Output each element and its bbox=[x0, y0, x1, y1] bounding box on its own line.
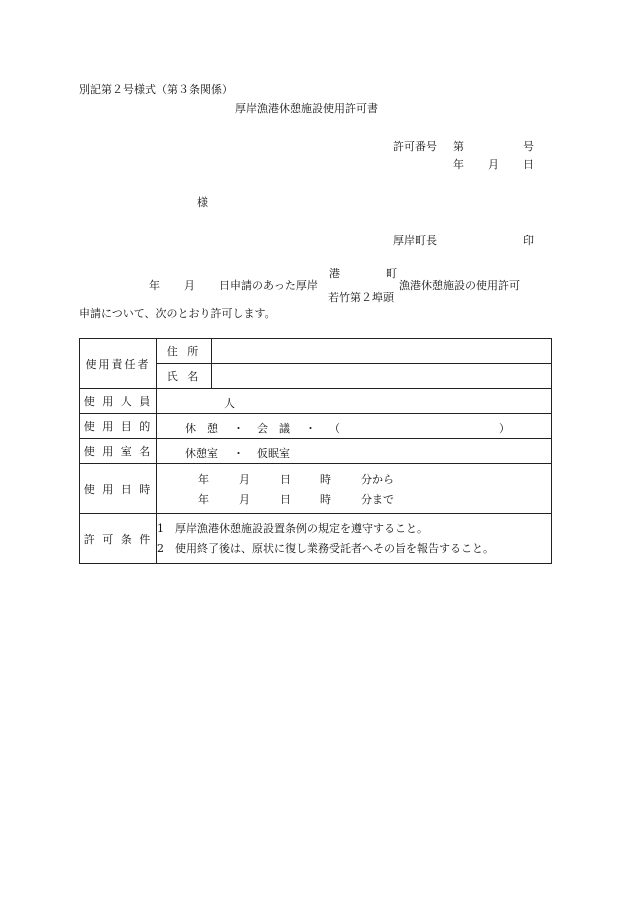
name-label: 氏 名 bbox=[157, 364, 212, 389]
permit-number-suffix: 号 bbox=[523, 140, 534, 153]
end-year: 年 bbox=[198, 493, 209, 506]
purpose-field[interactable] bbox=[157, 414, 552, 439]
permit-details-table bbox=[79, 338, 552, 564]
name-field[interactable] bbox=[212, 364, 552, 389]
issue-date-day: 日 bbox=[523, 158, 534, 171]
room-option-nap[interactable]: 仮眠室 bbox=[257, 447, 290, 460]
room-label: 使 用 室 名 bbox=[80, 439, 157, 464]
datetime-label: 使 用 日 時 bbox=[80, 464, 157, 514]
purpose-label: 使 用 目 的 bbox=[80, 414, 157, 439]
application-year: 年 bbox=[149, 279, 160, 292]
condition-item: 2 使用終了後は、原状に復し業務受託者へその旨を報告すること。 bbox=[157, 541, 494, 555]
end-month: 月 bbox=[239, 493, 250, 506]
address-field[interactable] bbox=[212, 339, 552, 364]
responsible-person-label: 使用責任者 bbox=[80, 339, 157, 389]
conditions-field bbox=[157, 514, 552, 564]
conditions-label: 許 可 条 件 bbox=[80, 514, 157, 564]
purpose-option-meeting[interactable]: 会 議 bbox=[257, 422, 290, 435]
permit-number-label: 許可番号 bbox=[393, 140, 437, 153]
datetime-field[interactable] bbox=[157, 464, 552, 514]
purpose-separator: ・ bbox=[305, 422, 316, 435]
form-reference: 別記第２号様式（第３条関係） bbox=[79, 83, 233, 96]
start-day: 日 bbox=[280, 473, 291, 486]
address-label: 住 所 bbox=[157, 339, 212, 364]
purpose-other-close: ） bbox=[499, 422, 510, 435]
table-row bbox=[80, 439, 552, 464]
end-hour: 時 bbox=[320, 493, 331, 506]
permit-number-prefix: 第 bbox=[453, 140, 464, 153]
room-separator: ・ bbox=[233, 447, 244, 460]
table-row bbox=[80, 389, 552, 414]
start-hour: 時 bbox=[320, 473, 331, 486]
town-option-upper: 町 bbox=[386, 267, 397, 280]
start-year: 年 bbox=[198, 473, 209, 486]
room-option-rest[interactable]: 休憩室 bbox=[185, 447, 218, 460]
issue-date-year: 年 bbox=[453, 158, 464, 171]
persons-field[interactable] bbox=[157, 389, 552, 414]
application-month: 月 bbox=[184, 279, 195, 292]
start-minute: 分から bbox=[361, 473, 394, 486]
port-option-upper: 港 bbox=[329, 267, 340, 280]
issuer-title: 厚岸町長 bbox=[393, 234, 437, 247]
document-title: 厚岸漁港休憩施設使用許可書 bbox=[235, 102, 378, 115]
end-day: 日 bbox=[280, 493, 291, 506]
table-row bbox=[80, 414, 552, 439]
table-row bbox=[80, 464, 552, 514]
persons-label: 使 用 人 員 bbox=[80, 389, 157, 414]
application-text-start: 日申請のあった厚岸 bbox=[219, 279, 318, 292]
purpose-separator: ・ bbox=[233, 422, 244, 435]
condition-item: 1 厚岸漁港休憩施設設置条例の規定を遵守すること。 bbox=[157, 521, 428, 535]
start-month: 月 bbox=[239, 473, 250, 486]
port-option-lower: 若竹第２埠頭 bbox=[328, 291, 394, 304]
purpose-option-rest[interactable]: 休 憩 bbox=[185, 422, 218, 435]
end-minute: 分まで bbox=[361, 493, 394, 506]
table-row bbox=[80, 339, 552, 364]
room-field[interactable] bbox=[157, 439, 552, 464]
recipient-honorific: 様 bbox=[197, 196, 208, 209]
application-text-line2: 申請について、次のとおり許可します。 bbox=[79, 307, 276, 320]
table-row bbox=[80, 514, 552, 564]
issuer-seal: 印 bbox=[523, 234, 534, 247]
persons-unit: 人 bbox=[224, 397, 235, 410]
issue-date-month: 月 bbox=[488, 158, 499, 171]
application-text-end: 漁港休憩施設の使用許可 bbox=[399, 279, 520, 292]
purpose-other-open: （ bbox=[329, 422, 340, 435]
